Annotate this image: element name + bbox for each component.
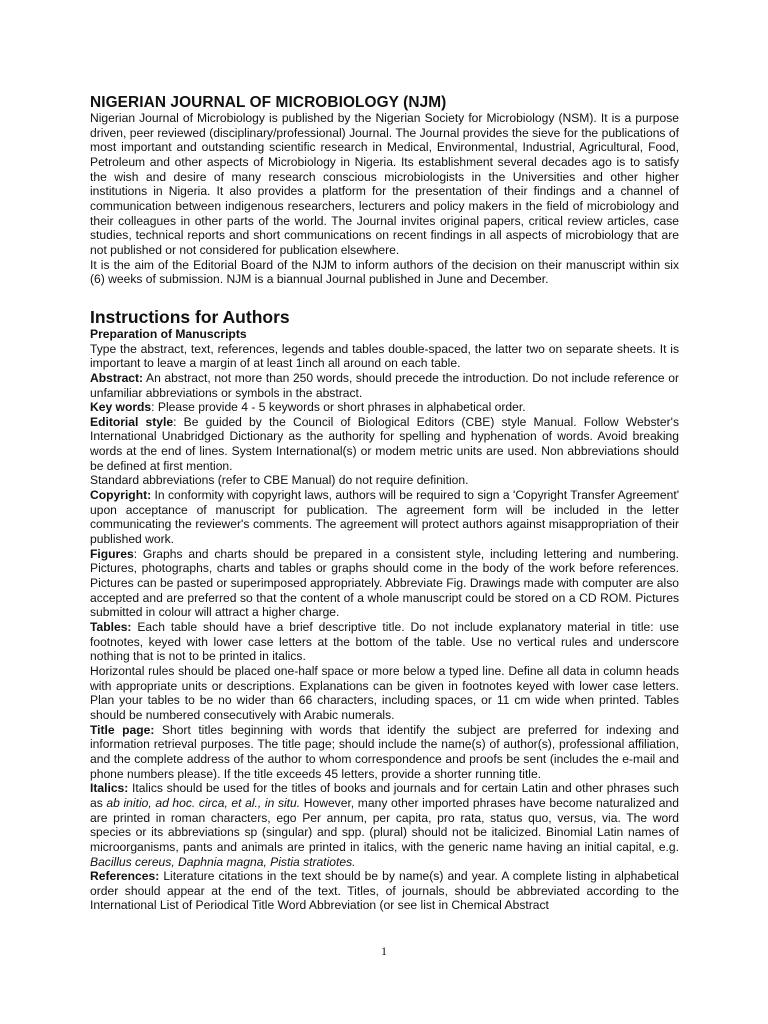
preparation-heading: Preparation of Manuscripts: [90, 326, 247, 341]
copyright-label: Copyright:: [90, 488, 152, 503]
copyright-paragraph: [90, 488, 679, 547]
intro-paragraph: It is the aim of the Editorial Board of the NJM to inform authors of the decision on their manuscript within six (6) weeks of submission. NJM is a biannual Journal published in June and December.: [90, 257, 679, 287]
references-label: References:: [90, 869, 160, 884]
preparation-text: Type the abstract, text, references, legends and tables double-spaced, the latter two on separate sheets. It is important to leave a margin of at least 1inch all around on each table.: [90, 341, 679, 371]
editorial-style-paragraph: [90, 415, 679, 474]
abbreviations-note: Standard abbreviations (refer to CBE Manual) do not require definition.: [90, 473, 469, 488]
italics-label: Italics:: [90, 781, 129, 796]
italics-text: However, many other imported phrases have become naturalized and are printed in roman characters, ego Per annum, per capita, pro rata, status quo, versus, via. The word species or its abbreviations sp (singular) and spp. (plural) should not be italicized. Binomial Latin names of microorganisms, pants and animals are printed in italics, with the generic name having an initial capital, e.g.: [90, 795, 679, 854]
page-number: 1: [381, 944, 387, 958]
intro-paragraph: Nigerian Journal of Microbiology is published by the Nigerian Society for Microbiology (NSM). It is a purpose driven, peer reviewed (disciplinary/professional) Journal. The Journal provides the sieve for the publications of most important and outstanding scientific research in Medical, Environmental, Industrial, Agricultural, Food, Petroleum and other aspects of Microbiology in Nigeria. Its establishment several decades ago is to satisfy the wish and desire of many research conscious microbiologists in the Universities and other higher institutions in Nigeria. It also provides a platform for the presentation of their findings and a channel of communication between indigenous researchers, lecturers and policy makers in the field of microbiology and their colleagues in other parts of the world. The Journal invites original papers, critical review articles, case studies, technical reports and short communications on recent findings in all aspects of microbiology that are not published or not considered for publication elsewhere.: [90, 111, 679, 257]
abstract-label: Abstract:: [90, 370, 144, 385]
figures-paragraph: [90, 547, 679, 620]
tables-text: Each table should have a brief descriptive title. Do not include explanatory material in title: use footnotes, keyed with lower case letters at the bottom of the table. Use no vertical rules and underscore nothing that is not to be printed in italics.: [90, 620, 679, 664]
italics-example-phrases: ab initio, ad hoc. circa, et al., in situ.: [106, 795, 301, 810]
tables-paragraph: [90, 620, 679, 664]
title-page-text: Short titles beginning with words that identify the subject are preferred for indexing and information retrieval purposes. The title page; should include the name(s) of author(s), professional affiliation, and the complete address of the author to whom correspondence and proofs be sent (includes the e-mail and phone numbers please). If the title exceeds 45 letters, provide a shorter running title.: [90, 722, 679, 781]
horizontal-rules-paragraph: Horizontal rules should be placed one-half space or more below a typed line. Define all data in column heads with appropriate units or descriptions. Explanations can be given in footnotes keyed with lower case letters. Plan your tables to be no wider than 66 characters, including spaces, or 11 cm wide when printed. Tables should be numbered consecutively with Arabic numerals.: [90, 663, 679, 722]
title-page-label: Title page:: [90, 722, 155, 737]
references-text: Literature citations in the text should be by name(s) and year. A complete listing in alphabetical order should appear at the end of the text. Titles, of journals, should be abbreviated according to the International List of Periodical Title Word Abbreviation (or see list in Chemical Abstract: [90, 869, 679, 913]
instructions-heading: Instructions for Authors: [90, 306, 290, 327]
title-page-paragraph: [90, 723, 679, 782]
italics-text: Italics should be used for the titles of books and journals and for certain Latin and other phrases such as: [90, 781, 679, 810]
copyright-text: In conformity with copyright laws, authors will be required to sign a 'Copyright Transfer Agreement' upon acceptance of manuscript for publication. The agreement form will be included in the letter communicating the reviewer's comments. The agreement will protect authors against misappropriation of their published work.: [90, 488, 679, 547]
figures-label: Figures: [90, 546, 134, 561]
document-body: [90, 94, 679, 913]
abstract-paragraph: [90, 371, 679, 400]
keywords-text: : Please provide 4 - 5 keywords or short phrases in alphabetical order.: [151, 400, 526, 415]
italics-example-species: Bacillus cereus, Daphnia magna, Pistia stratiotes.: [90, 854, 356, 869]
journal-title: NIGERIAN JOURNAL OF MICROBIOLOGY (NJM): [90, 94, 447, 111]
italics-paragraph: [90, 781, 679, 869]
figures-text: : Graphs and charts should be prepared in a consistent style, including lettering and numbering. Pictures, photographs, charts and tables or graphs should come in the body of the work before references. Pictures can be pasted or superimposed appropriately. Abbreviate Fig. Drawings made with computer are also accepted and are preferred so that the content of a whole manuscript could be stored on a CD ROM. Pictures submitted in colour will attract a higher charge.: [90, 546, 679, 620]
abstract-text: An abstract, not more than 250 words, should precede the introduction. Do not include reference or unfamiliar abbreviations or symbols in the abstract.: [90, 370, 679, 400]
references-paragraph: [90, 869, 679, 913]
editorial-style-label: Editorial style: [90, 414, 174, 429]
tables-label: Tables:: [90, 620, 132, 634]
keywords-label: Key words: [90, 400, 152, 415]
keywords-paragraph: [90, 400, 679, 415]
editorial-style-text: : Be guided by the Council of Biological Editors (CBE) style Manual. Follow Webster's International Unabridged Dictionary as the authority for spelling and hyphenation of words. Avoid breaking words at the end of lines. System International(s) or modem metric units are used. Non abbreviations should be defined at first mention.: [90, 414, 679, 473]
